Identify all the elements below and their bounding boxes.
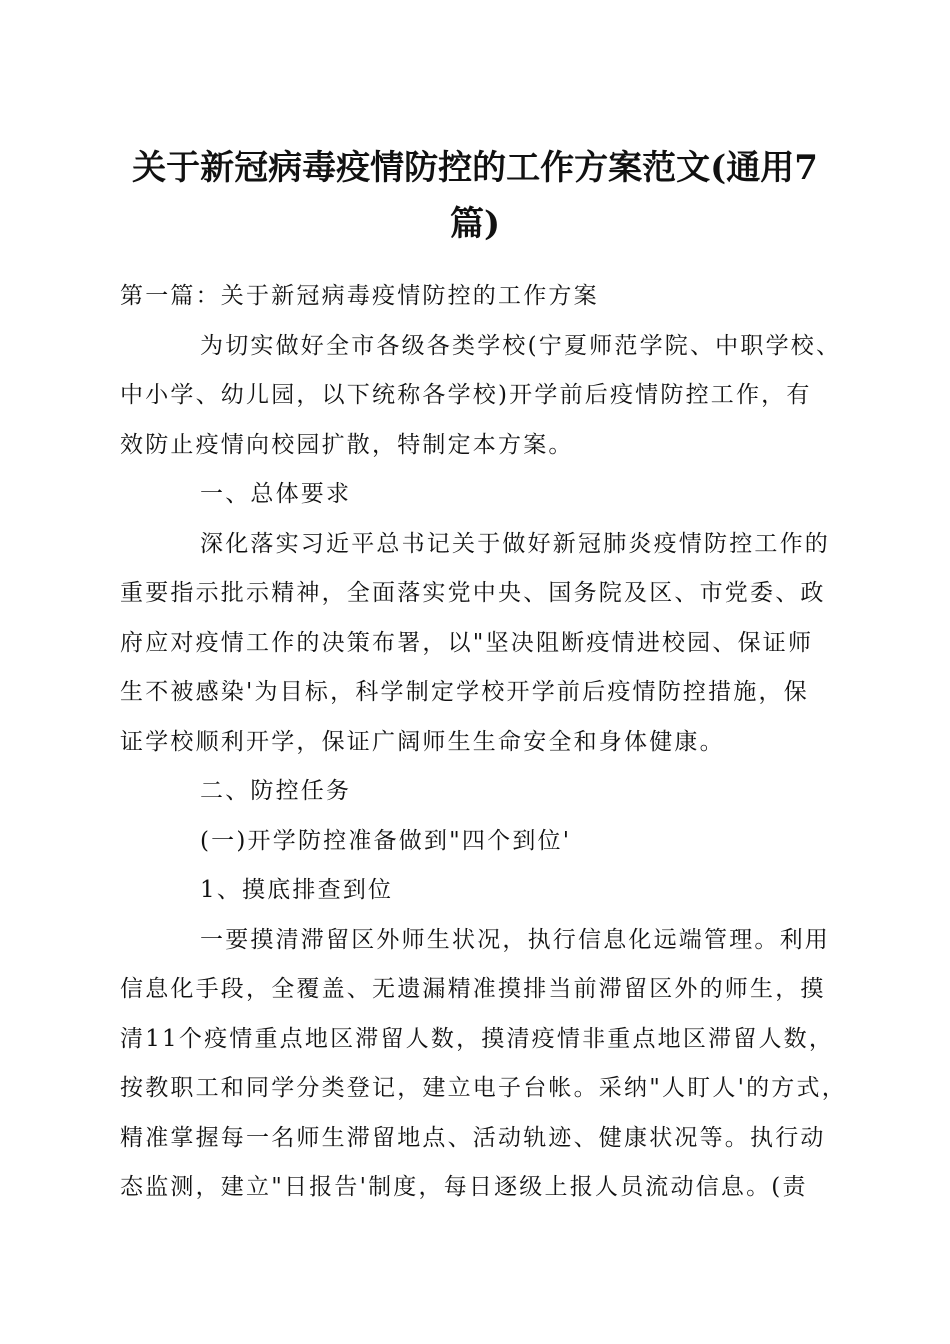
text-line: 按教职工和同学分类登记，建立电子台帐。采纳"人盯人'的方式， — [120, 1075, 847, 1101]
intro-paragraph — [120, 322, 850, 372]
text-line: 重要指示批示精神，全面落实党中央、国务院及区、市党委、政 — [120, 580, 826, 606]
item-investigation: 1、摸底排查到位 — [200, 877, 394, 903]
heading-general-requirements: 一、总体要求 — [200, 481, 352, 507]
text-line: 精准掌握每一名师生滞留地点、活动轨迹、健康状况等。执行动 — [120, 1124, 826, 1151]
text-line: 证学校顺利开学，保证广阔师生生命安全和身体健康。 — [120, 728, 725, 755]
text-line: 深化落实习近平总书记关于做好新冠肺炎疫情防控工作的 — [200, 530, 830, 557]
title-line-2: 篇) — [449, 204, 501, 244]
text-line: 效防止疫情向校园扩散，特制定本方案。 — [120, 431, 574, 458]
title-line-1: 关于新冠病毒疫情防控的工作方案范文(通用7 — [132, 148, 818, 188]
intro-paragraph-cont — [120, 371, 850, 470]
requirements-paragraph — [120, 520, 850, 570]
investigation-paragraph-cont — [120, 965, 850, 1213]
text-line: 生不被感染'为目标，科学制定学校开学前后疫情防控措施，保 — [120, 679, 809, 705]
text-line: 为切实做好全市各级各类学校(宁夏师范学院、中职学校、 — [200, 332, 842, 359]
subheading-preparation: (一)开学防控准备做到"四个到位' — [200, 827, 572, 854]
text-line: 态监测，建立"日报告'制度，每日逐级上报人员流动信息。(责 — [120, 1174, 808, 1200]
text-line: 中小学、幼儿园，以下统称各学校)开学前后疫情防控工作，有 — [120, 382, 812, 408]
text-line: 清11个疫情重点地区滞留人数，摸清疫情非重点地区滞留人数， — [120, 1025, 835, 1052]
text-line: 信息化手段，全覆盖、无遗漏精准摸排当前滞留区外的师生，摸 — [120, 976, 826, 1002]
investigation-paragraph — [120, 916, 850, 966]
text-line: 府应对疫情工作的决策布署，以"坚决阻断疫情进校园、保证师 — [120, 629, 814, 656]
document-body — [120, 272, 850, 1213]
text-line: 一要摸清滞留区外师生状况，执行信息化远端管理。利用 — [200, 926, 830, 953]
heading-prevention-tasks: 二、防控任务 — [200, 778, 352, 804]
section-heading: 第一篇：关于新冠病毒疫情防控的工作方案 — [120, 283, 599, 309]
requirements-paragraph-cont — [120, 569, 850, 767]
document-title — [100, 140, 850, 252]
